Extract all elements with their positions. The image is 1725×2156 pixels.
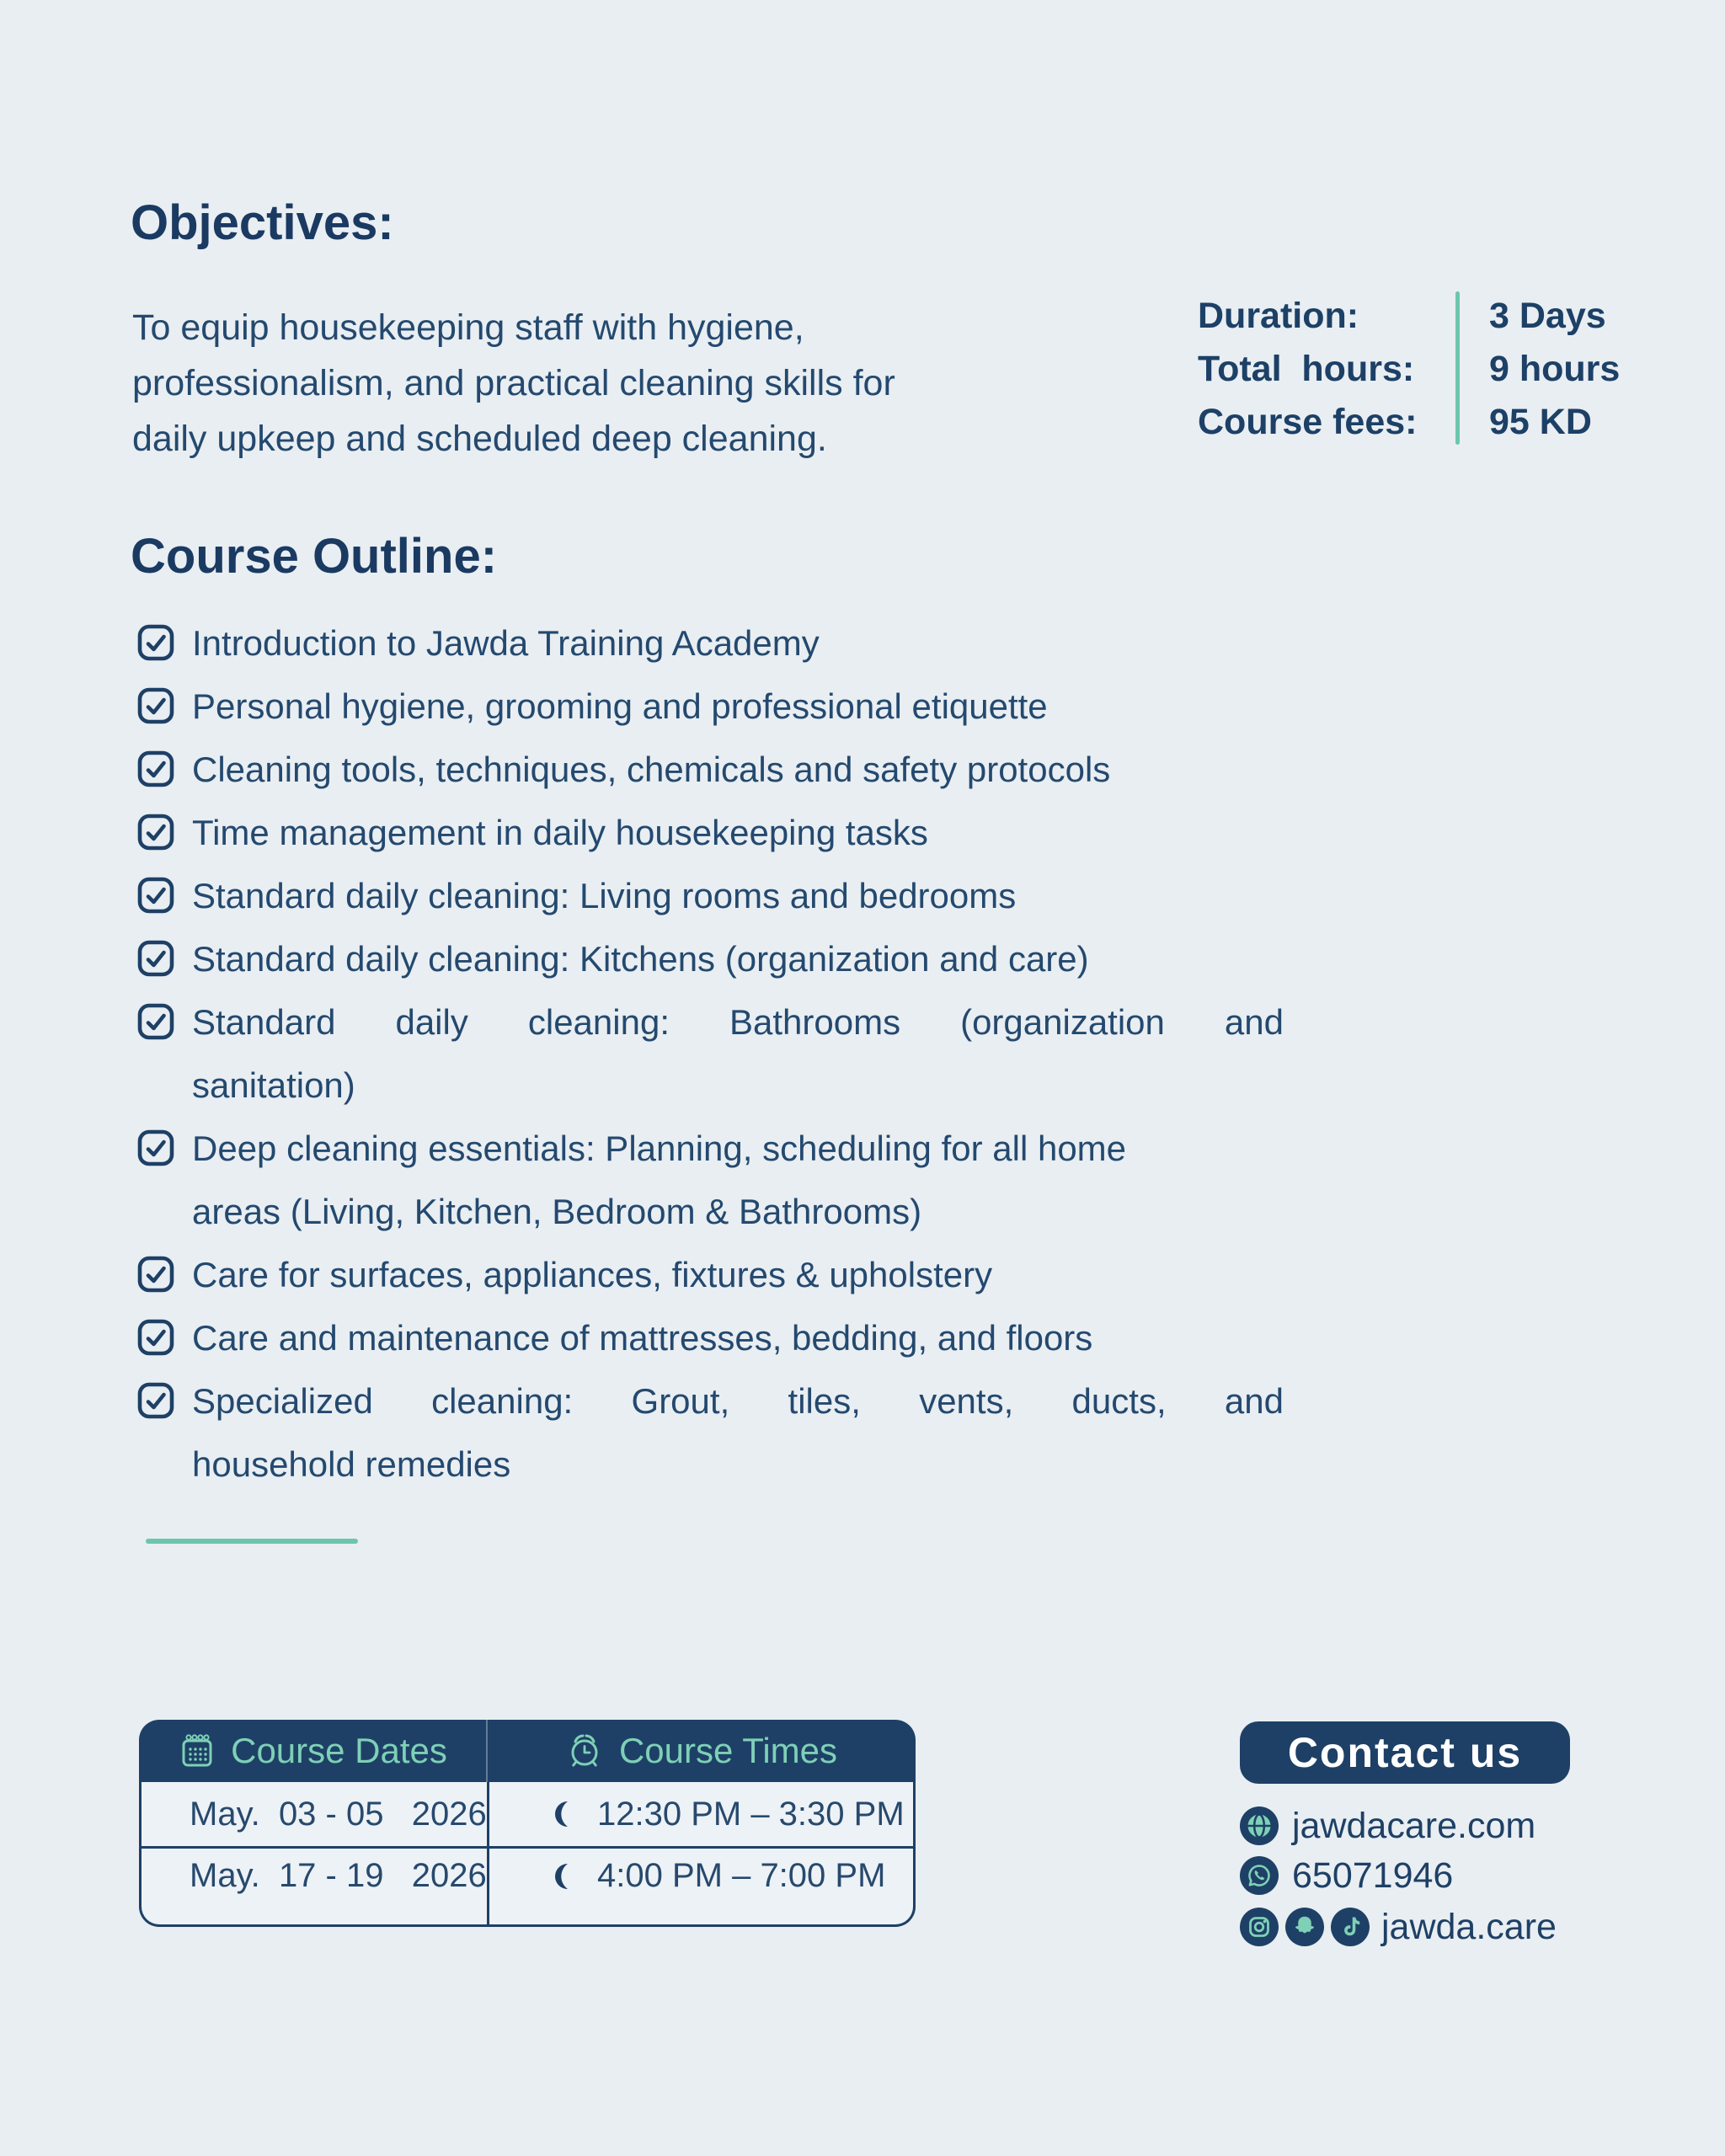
- outline-item: [137, 738, 1291, 801]
- checkbox-checked-icon: [137, 1003, 174, 1040]
- checkbox-checked-icon: [137, 1256, 174, 1293]
- outline-item: [137, 927, 1291, 990]
- tiktok-icon: [1331, 1908, 1370, 1946]
- table-column-divider: [487, 1782, 489, 1924]
- outline-item: [137, 1369, 1291, 1496]
- schedule-table-body: [139, 1782, 916, 1927]
- outline-item: [137, 1243, 1291, 1306]
- duration-label: Duration:: [1198, 296, 1359, 336]
- whatsapp-icon: [1240, 1856, 1279, 1895]
- outline-item-line: Standard daily cleaning: Bathrooms (organization and: [192, 1002, 1284, 1042]
- course-fees-label: Course fees:: [1198, 402, 1418, 442]
- outline-item-line: areas (Living, Kitchen, Bedroom & Bathrooms): [192, 1192, 922, 1231]
- alarm-clock-icon: [565, 1732, 604, 1770]
- outline-item-label: Personal hygiene, grooming and professional etiquette: [192, 686, 1048, 726]
- course-times-header-label: Course Times: [618, 1731, 838, 1770]
- outline-item-line: household remedies: [192, 1444, 511, 1484]
- moon-icon: [547, 1860, 579, 1892]
- course-outline-list: [137, 611, 1291, 1496]
- instagram-icon: [1240, 1908, 1279, 1946]
- moon-icon: [547, 1798, 579, 1830]
- outline-item: [137, 990, 1291, 1117]
- table-row: [142, 1846, 913, 1922]
- course-dates-header-cell: [139, 1731, 487, 1771]
- course-time-cell: [487, 1857, 913, 1895]
- outline-item: [137, 675, 1291, 738]
- teal-divider-line: [146, 1539, 358, 1544]
- contact-phone-row[interactable]: [1240, 1856, 1453, 1895]
- course-info-panel: [1198, 290, 1669, 450]
- objectives-line: To equip housekeeping staff with hygiene,: [132, 307, 804, 348]
- course-info-values: [1489, 290, 1620, 449]
- checkbox-checked-icon: [137, 624, 174, 661]
- outline-item-label: Time management in daily housekeeping tasks: [192, 813, 928, 852]
- outline-item-label: Care and maintenance of mattresses, bedding, and floors: [192, 1318, 1093, 1358]
- schedule-table-header: [139, 1720, 916, 1782]
- schedule-table: [139, 1720, 916, 1927]
- course-date-cell: May. 03 - 05 2026: [190, 1795, 487, 1833]
- contact-us-button[interactable]: [1240, 1721, 1570, 1784]
- contact-social-row[interactable]: [1240, 1908, 1557, 1946]
- course-times-header-cell: [487, 1731, 916, 1771]
- objectives-heading: Objectives:: [131, 195, 394, 250]
- checkbox-checked-icon: [137, 687, 174, 724]
- table-row: [142, 1782, 913, 1846]
- checkbox-checked-icon: [137, 1129, 174, 1166]
- calendar-icon: [179, 1732, 216, 1769]
- course-outline-heading: Course Outline:: [131, 529, 498, 584]
- info-divider-line: [1455, 291, 1460, 445]
- checkbox-checked-icon: [137, 814, 174, 851]
- checkbox-checked-icon: [137, 877, 174, 914]
- checkbox-checked-icon: [137, 750, 174, 787]
- course-date-cell: May. 17 - 19 2026: [190, 1857, 487, 1894]
- checkbox-checked-icon: [137, 940, 174, 977]
- duration-value: 3 Days: [1489, 296, 1606, 336]
- course-info-labels: [1198, 290, 1417, 449]
- contact-website-row[interactable]: [1240, 1806, 1535, 1845]
- objectives-line: daily upkeep and scheduled deep cleaning.: [132, 419, 827, 459]
- header-column-divider: [486, 1720, 488, 1782]
- outline-item-label: Cleaning tools, techniques, chemicals and safety protocols: [192, 750, 1111, 789]
- total-hours-label: Total hours:: [1198, 349, 1415, 389]
- phone-label: 65071946: [1292, 1854, 1454, 1896]
- outline-item: [137, 864, 1291, 927]
- social-handle-label: jawda.care: [1381, 1906, 1557, 1947]
- outline-item-line: Specialized cleaning: Grout, tiles, vents, ducts, and: [192, 1381, 1284, 1421]
- outline-item-line: sanitation): [192, 1065, 355, 1105]
- outline-item-label: Care for surfaces, appliances, fixtures & upholstery: [192, 1255, 993, 1294]
- course-fees-value: 95 KD: [1489, 402, 1592, 442]
- checkbox-checked-icon: [137, 1382, 174, 1419]
- course-time-label: 12:30 PM – 3:30 PM: [597, 1795, 905, 1833]
- outline-item-label: [192, 990, 1284, 1117]
- objectives-line: professionalism, and practical cleaning skills for: [132, 363, 895, 403]
- outline-item-label: Standard daily cleaning: Kitchens (organization and care): [192, 939, 1089, 979]
- website-label: jawdacare.com: [1292, 1805, 1536, 1846]
- outline-item-label: [192, 1117, 1284, 1243]
- contact-us-label: Contact us: [1287, 1729, 1523, 1776]
- outline-item: [137, 801, 1291, 864]
- outline-item: [137, 611, 1291, 675]
- course-time-label: 4:00 PM – 7:00 PM: [597, 1857, 886, 1894]
- objectives-paragraph: [132, 300, 1109, 467]
- total-hours-value: 9 hours: [1489, 349, 1621, 389]
- outline-item-label: Introduction to Jawda Training Academy: [192, 623, 820, 663]
- outline-item-label: Standard daily cleaning: Living rooms and bedrooms: [192, 876, 1017, 915]
- course-time-cell: [487, 1796, 913, 1833]
- outline-item-line: Deep cleaning essentials: Planning, scheduling for all home: [192, 1129, 1127, 1168]
- snapchat-icon: [1285, 1908, 1324, 1946]
- outline-item: [137, 1117, 1291, 1243]
- outline-item-label: [192, 1369, 1284, 1496]
- globe-icon: [1240, 1806, 1279, 1845]
- course-dates-header-label: Course Dates: [231, 1731, 447, 1770]
- outline-item: [137, 1306, 1291, 1369]
- checkbox-checked-icon: [137, 1319, 174, 1356]
